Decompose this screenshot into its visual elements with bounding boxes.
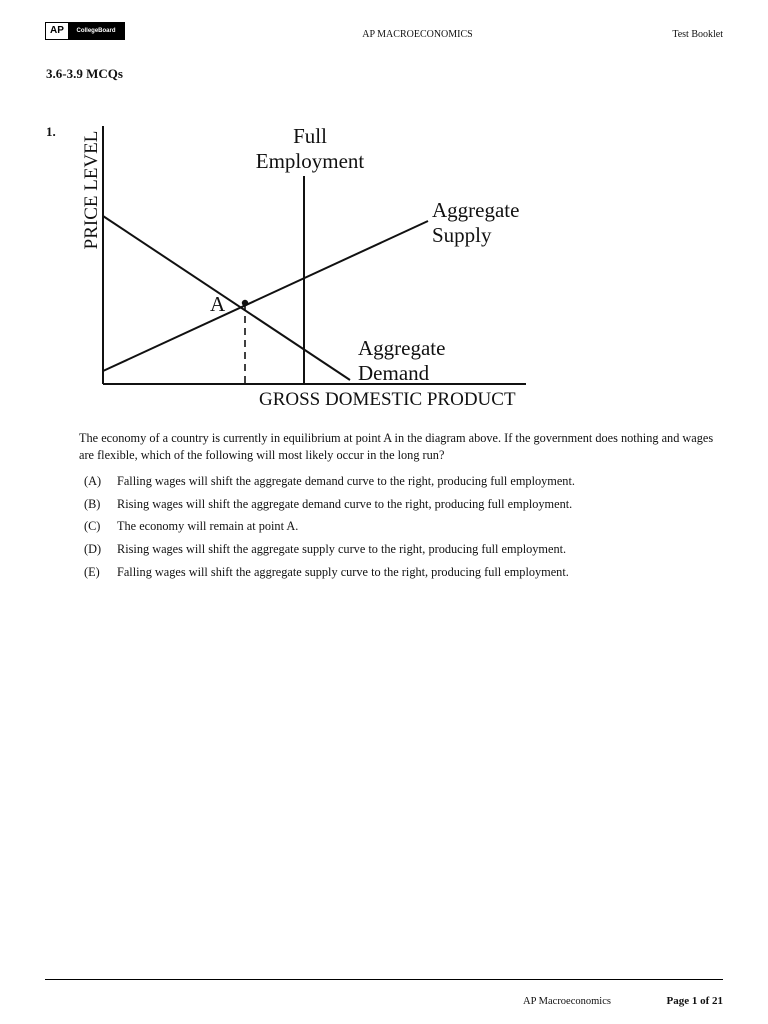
section-title: 3.6-3.9 MCQs <box>46 66 123 81</box>
aggregate-demand-label-line2: Demand <box>358 361 430 385</box>
logo-collegeboard-text: CollegeBoard <box>68 23 124 39</box>
question-number: 1. <box>46 124 56 139</box>
aggregate-supply-label-line1: Aggregate <box>432 198 520 222</box>
aggregate-demand-curve <box>103 216 350 380</box>
choice-b[interactable] <box>84 496 572 512</box>
footer-divider <box>45 979 723 980</box>
choice-d[interactable] <box>84 541 566 557</box>
aggregate-demand-label-line1: Aggregate <box>358 336 446 360</box>
choice-e-letter: (E) <box>84 565 100 579</box>
full-employment-label-line1: Full <box>293 124 327 148</box>
header-booklet-label: Test Booklet <box>672 29 723 40</box>
header-course-title: AP MACROECONOMICS <box>362 29 473 40</box>
choice-c-text: The economy will remain at point A. <box>117 519 299 533</box>
choice-e[interactable] <box>84 564 569 580</box>
choice-a[interactable] <box>84 473 575 489</box>
equilibrium-point-a <box>242 300 248 306</box>
choice-d-text: Rising wages will shift the aggregate supply curve to the right, producing full employment. <box>117 542 567 556</box>
footer-course-name: AP Macroeconomics <box>523 996 611 1007</box>
choice-d-letter: (D) <box>84 542 102 556</box>
y-axis-label: PRICE LEVEL <box>81 130 102 250</box>
choice-a-letter: (A) <box>84 474 102 488</box>
aggregate-supply-label-line2: Supply <box>432 223 492 247</box>
question-stem: The economy of a country is currently in equilibrium at point A in the diagram above. If the government does nothing and wages are flexible, which of the following will most likely occur in the long run? <box>79 431 714 462</box>
choice-c-letter: (C) <box>84 519 101 533</box>
choice-c[interactable] <box>84 518 298 534</box>
footer-page-number: Page 1 of 21 <box>666 995 723 1007</box>
ad-as-diagram <box>78 118 538 418</box>
point-a-label: A <box>210 292 226 316</box>
choice-e-text: Falling wages will shift the aggregate supply curve to the right, producing full employment. <box>117 565 569 579</box>
full-employment-label-line2: Employment <box>255 149 365 173</box>
choice-b-text: Rising wages will shift the aggregate demand curve to the right, producing full employment. <box>117 497 573 511</box>
logo-ap-text: AP <box>46 23 68 39</box>
choice-a-text: Falling wages will shift the aggregate demand curve to the right, producing full employment. <box>117 474 575 488</box>
x-axis-label: GROSS DOMESTIC PRODUCT <box>259 389 516 410</box>
choice-b-letter: (B) <box>84 497 101 511</box>
